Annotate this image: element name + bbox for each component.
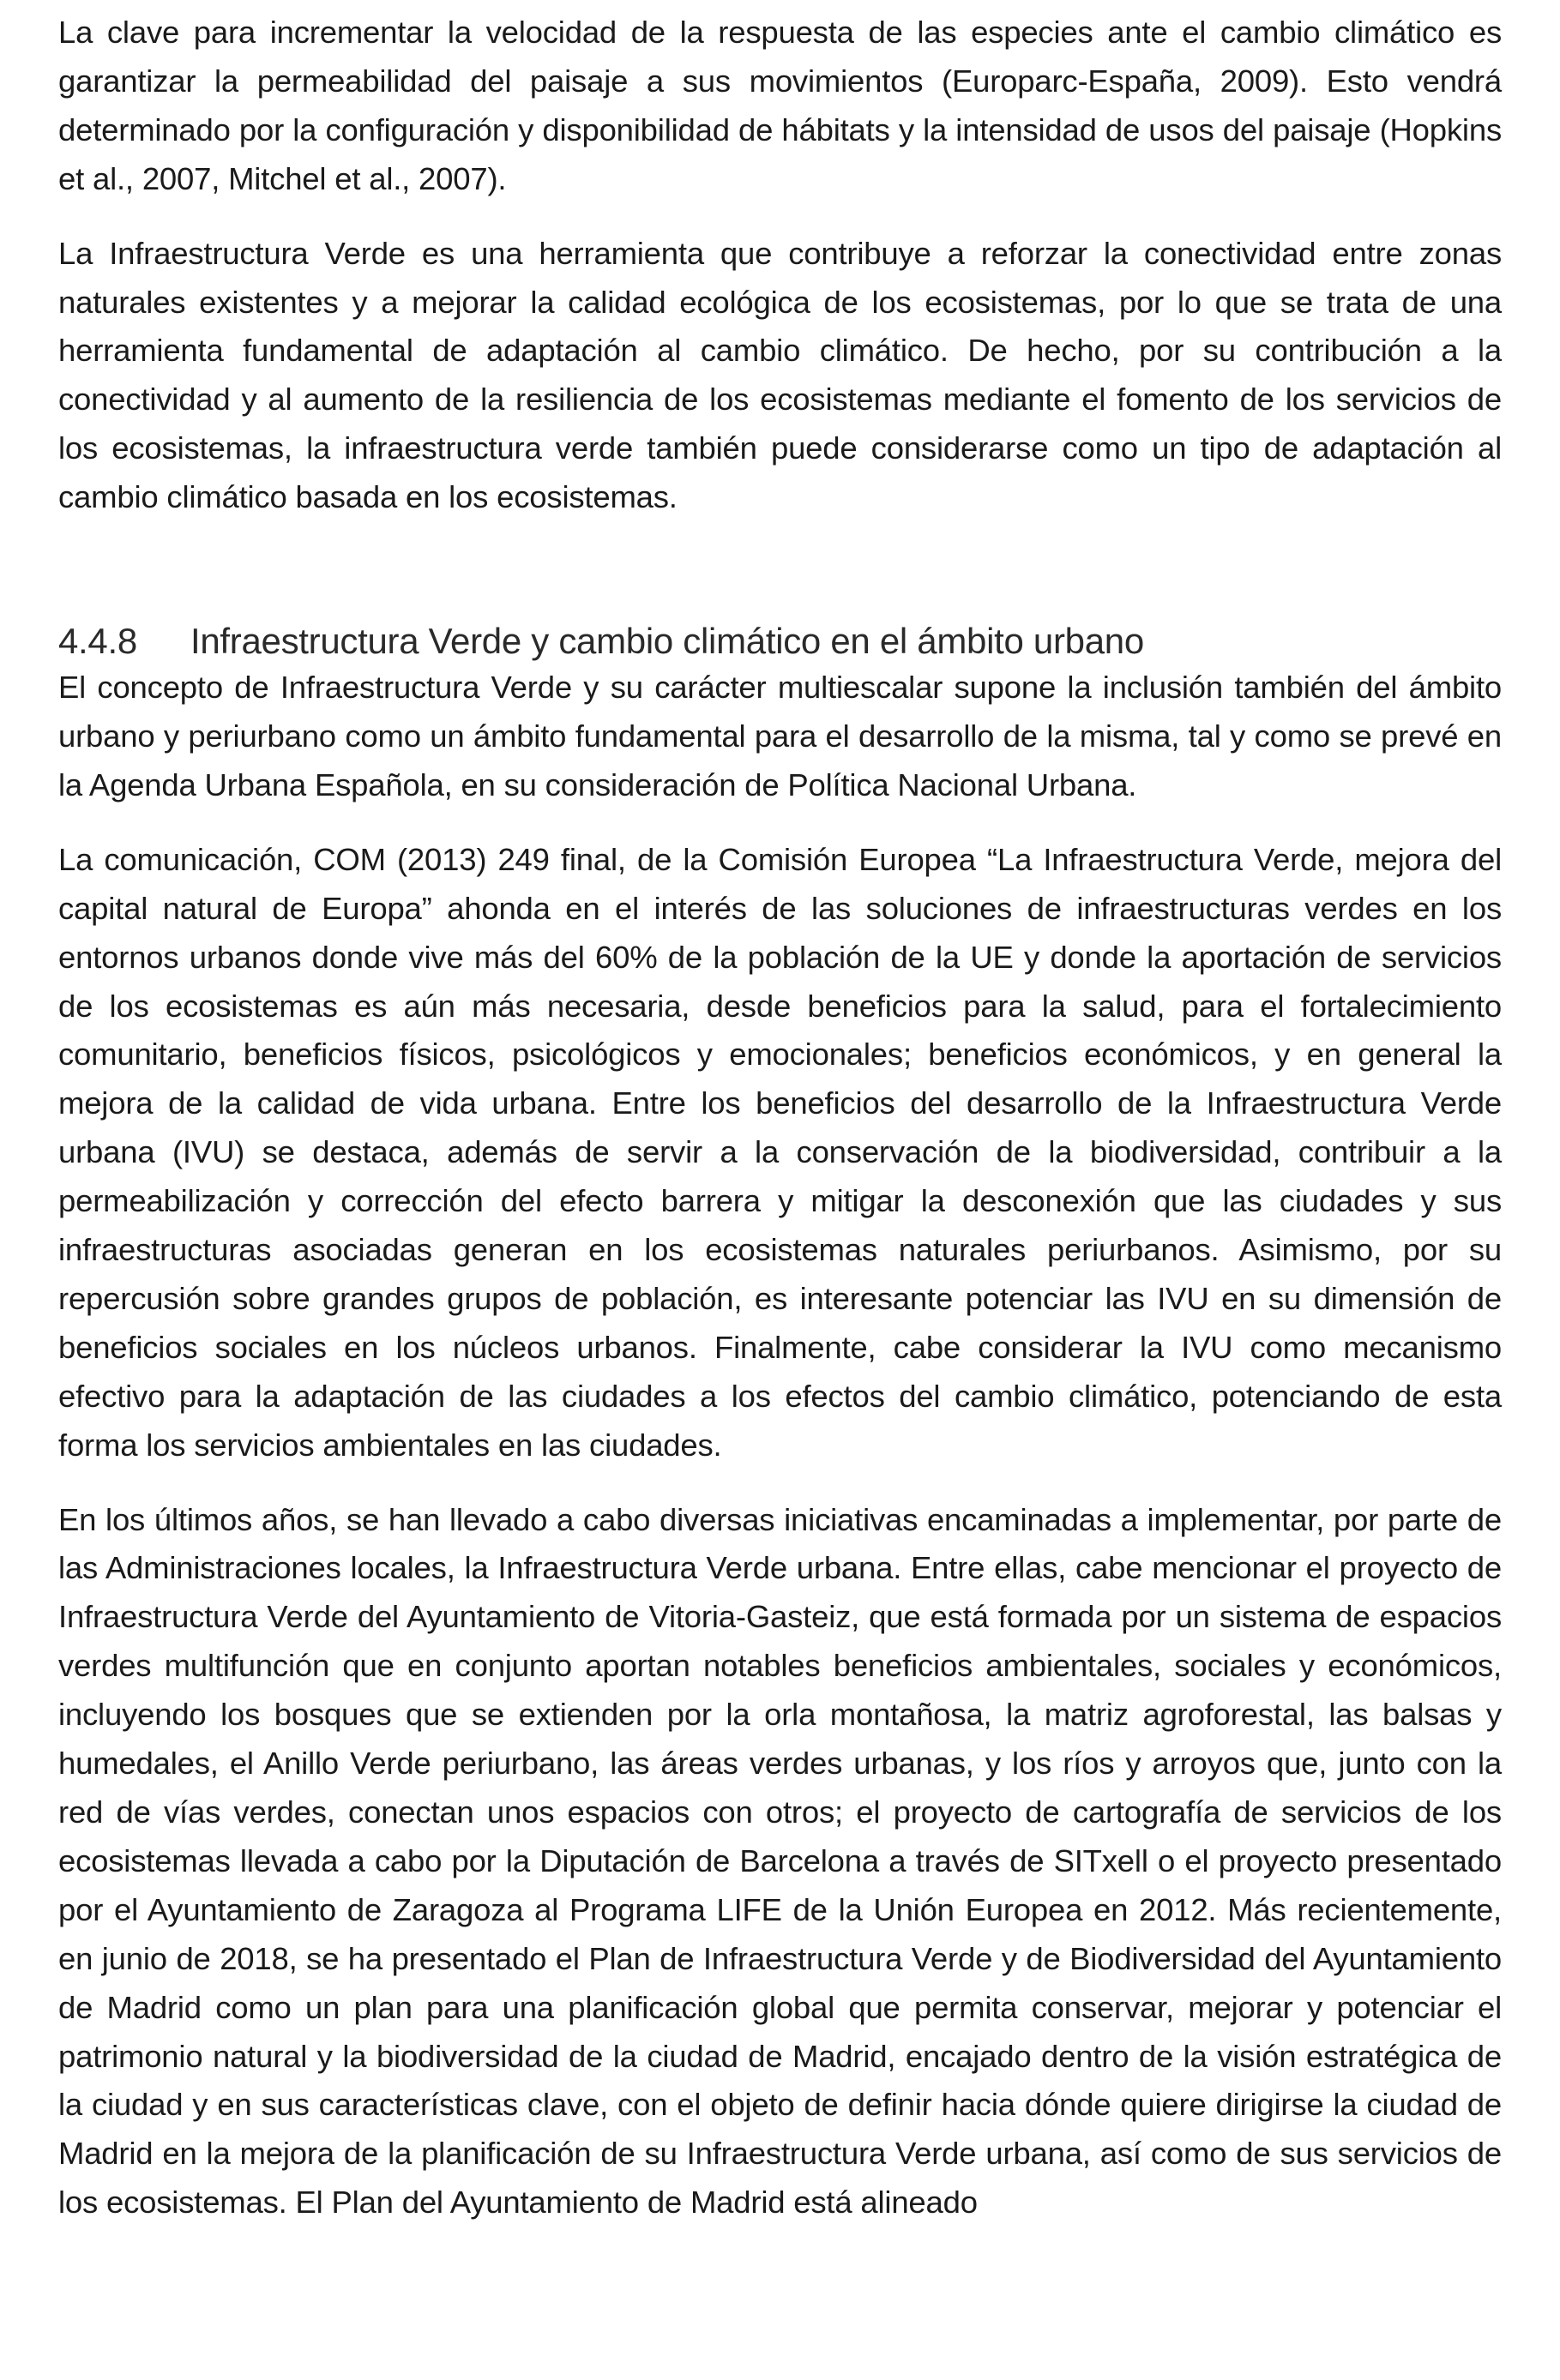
paragraph-local-initiatives: En los últimos años, se han llevado a cabo diversas iniciativas encaminadas a implementar, por parte de las Administraciones locales, la Infraestructura Verde urbana. Entre ellas, cabe mencionar el proyecto de Infraestructura Verde del Ayuntamiento de Vitoria-Gasteiz, que está formada por un sistema de espacios verdes multifunción que en conjunto aportan notables beneficios ambientales, sociales y económicos, incluyendo los bosques que se extienden por la orla montañosa, la matriz agroforestal, las balsas y humedales, el Anillo Verde periurbano, las áreas verdes urbanas, y los ríos y arroyos que, junto con la red de vías verdes, conectan unos espacios con otros; el proyecto de cartografía de servicios de los ecosistemas llevada a cabo por la Diputación de Barcelona a través de SITxell o el proyecto presentado por el Ayuntamiento de Zaragoza al Programa LIFE de la Unión Europea en 2012. Más recientemente, en junio de 2018, se ha presentado el Plan de Infraestructura Verde y de Biodiversidad del Ayuntamiento de Madrid como un plan para una planificación global que permita conservar, mejorar y potenciar el patrimonio natural y la biodiversidad de la ciudad de Madrid, encajado dentro de la visión estratégica de la ciudad y en sus características clave, con el objeto de definir hacia dónde quiere dirigirse la ciudad de Madrid en la mejora de la planificación de su Infraestructura Verde urbana, así como de sus servicios de los ecosistemas. El Plan del Ayuntamiento de Madrid está alineado [58, 1501, 1502, 2221]
paragraph-green-infrastructure-tool: La Infraestructura Verde es una herramienta que contribuye a reforzar la conectividad entre zonas naturales existentes y a mejorar la calidad ecológica de los ecosistemas, por lo que se trata de una herramienta fundamental de adaptación al cambio climático. De hecho, por su contribución a la conectividad y al aumento de la resiliencia de los ecosistemas mediante el fomento de los servicios de los ecosistemas, la infraestructura verde también puede considerarse como un tipo de adaptación al cambio climático basada en los ecosistemas. [58, 235, 1502, 515]
section-title: Infraestructura Verde y cambio climático en el ámbito urbano [190, 621, 1144, 662]
section-number: 4.4.8 [58, 621, 137, 662]
paragraph-multiscale-concept: El concepto de Infraestructura Verde y su carácter multiescalar supone la inclusión también del ámbito urbano y periurbano como un ámbito fundamental para el desarrollo de la misma, tal y como se prevé en la Agenda Urbana Española, en su consideración de Política Nacional Urbana. [58, 670, 1502, 802]
paragraph-species-response: La clave para incrementar la velocidad de la respuesta de las especies ante el cambio climático es garantizar la permeabilidad del paisaje a sus movimientos (Europarc-España, 2009). Esto vendrá determinado por la configuración y disponibilidad de hábitats y la intensidad de usos del paisaje (Hopkins et al., 2007, Mitchel et al., 2007). [58, 15, 1502, 196]
paragraph-com-2013-249: La comunicación, COM (2013) 249 final, de la Comisión Europea “La Infraestructura Verde, mejora del capital natural de Europa” ahonda en el interés de las soluciones de infraestructuras verdes en los entornos urbanos donde vive más del 60% de la población de la UE y donde la aportación de servicios de los ecosistemas es aún más necesaria, desde beneficios para la salud, para el fortalecimiento comunitario, beneficios físicos, psicológicos y emocionales; beneficios económicos, y en general la mejora de la calidad de vida urbana. Entre los beneficios del desarrollo de la Infraestructura Verde urbana (IVU) se destaca, además de servir a la conservación de la biodiversidad, contribuir a la permeabilización y corrección del efecto barrera y mitigar la desconexión que las ciudades y sus infraestructuras asociadas generan en los ecosistemas naturales periurbanos. Asimismo, por su repercusión sobre grandes grupos de población, es interesante potenciar las IVU en su dimensión de beneficios sociales en los núcleos urbanos. Finalmente, cabe considerar la IVU como mecanismo efectivo para la adaptación de las ciudades a los efectos del cambio climático, potenciando de esta forma los servicios ambientales en las ciudades. [58, 841, 1502, 1463]
section-heading [58, 619, 1502, 664]
document-page [58, 0, 1502, 2227]
